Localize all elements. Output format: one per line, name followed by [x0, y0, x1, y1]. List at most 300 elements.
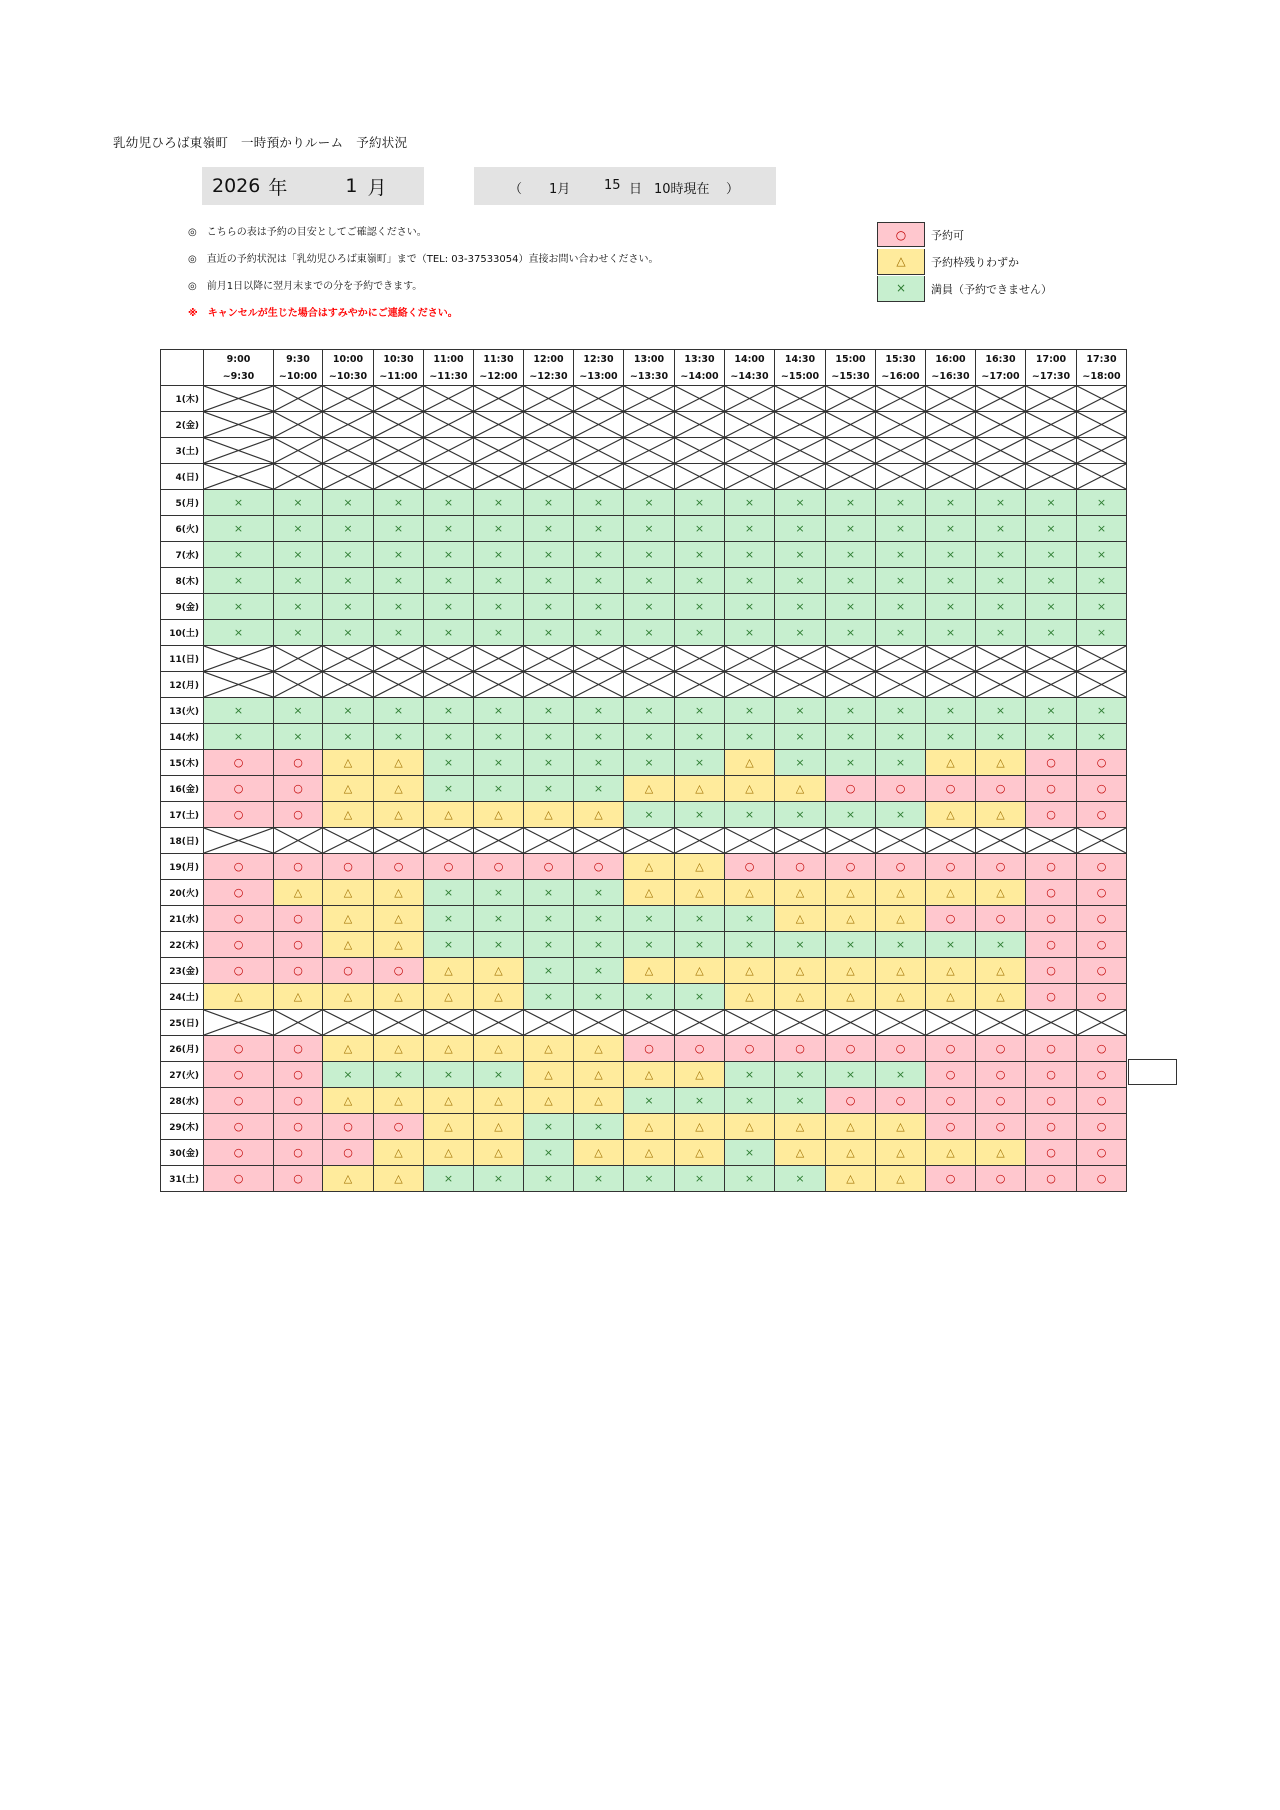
closed-cell [1026, 672, 1077, 698]
slot-available: ○ [374, 1114, 424, 1140]
note-booking-window: ◎ 前月1日以降に翌月末までの分を予約できます。 [188, 281, 423, 292]
slot-available: ○ [926, 1062, 976, 1088]
closed-cell [926, 828, 976, 854]
slot-full: × [204, 568, 274, 594]
slot-available: ○ [1026, 932, 1077, 958]
closed-cross-icon [524, 412, 573, 437]
slot-full: × [524, 724, 574, 750]
closed-cell [574, 464, 624, 490]
closed-cross-icon [524, 672, 573, 697]
closed-cell [474, 672, 524, 698]
time-slot-start: 11:30 [483, 353, 514, 365]
slot-full: × [775, 620, 826, 646]
slot-full: × [775, 1166, 826, 1192]
time-slot-header [976, 350, 1026, 386]
slot-few-left: △ [374, 776, 424, 802]
closed-cross-icon [524, 438, 573, 463]
slot-full: × [725, 568, 775, 594]
slot-available: ○ [323, 1114, 374, 1140]
slot-available: ○ [374, 958, 424, 984]
day-row [161, 490, 1127, 516]
closed-cell [1026, 646, 1077, 672]
closed-cell [574, 828, 624, 854]
day-label: 8(木) [161, 568, 204, 594]
note-estimate: ◎ こちらの表は予約の目安としてご確認ください。 [188, 227, 427, 238]
closed-cross-icon [976, 1010, 1025, 1035]
closed-cell [274, 464, 323, 490]
time-slot-end: ~11:00 [379, 370, 418, 382]
closed-cross-icon [1026, 646, 1076, 671]
slot-available: ○ [976, 776, 1026, 802]
slot-available: ○ [1026, 1088, 1077, 1114]
slot-full: × [976, 516, 1026, 542]
reservation-table [160, 349, 1127, 1192]
slot-full: × [574, 776, 624, 802]
slot-full: × [574, 724, 624, 750]
slot-full: × [474, 490, 524, 516]
closed-cell [725, 828, 775, 854]
slot-full: × [675, 750, 725, 776]
slot-available: ○ [274, 854, 323, 880]
time-slot-header [775, 350, 826, 386]
time-slot-header [474, 350, 524, 386]
slot-full: × [876, 724, 926, 750]
closed-cross-icon [374, 412, 423, 437]
day-label: 15(木) [161, 750, 204, 776]
closed-cell [374, 464, 424, 490]
slot-full: × [274, 542, 323, 568]
closed-cell [274, 1010, 323, 1036]
closed-cross-icon [474, 412, 523, 437]
slot-full: × [1026, 698, 1077, 724]
slot-full: × [775, 594, 826, 620]
slot-few-left: △ [826, 880, 876, 906]
time-slot-end: ~11:30 [429, 370, 468, 382]
slot-few-left: △ [424, 1114, 474, 1140]
slot-available: ○ [624, 1036, 675, 1062]
slot-full: × [725, 594, 775, 620]
closed-cross-icon [826, 672, 875, 697]
slot-available: ○ [675, 1036, 725, 1062]
day-row [161, 750, 1127, 776]
closed-cell [926, 672, 976, 698]
closed-cell [926, 412, 976, 438]
slot-available: ○ [1077, 1088, 1127, 1114]
slot-available: ○ [204, 776, 274, 802]
slot-few-left: △ [374, 750, 424, 776]
closed-cell [524, 1010, 574, 1036]
closed-cell [775, 672, 826, 698]
closed-cross-icon [876, 646, 925, 671]
slot-full: × [775, 698, 826, 724]
slot-full: × [624, 542, 675, 568]
slot-full: × [1026, 568, 1077, 594]
day-label: 20(火) [161, 880, 204, 906]
closed-cross-icon [926, 646, 975, 671]
closed-cell [976, 386, 1026, 412]
closed-cell [926, 386, 976, 412]
closed-cross-icon [775, 464, 825, 489]
slot-available: ○ [1077, 1036, 1127, 1062]
slot-full: × [926, 932, 976, 958]
closed-cross-icon [424, 412, 473, 437]
slot-few-left: △ [624, 958, 675, 984]
slot-full: × [926, 568, 976, 594]
slot-full: × [826, 698, 876, 724]
day-label: 24(土) [161, 984, 204, 1010]
closed-cross-icon [474, 672, 523, 697]
slot-full: × [826, 490, 876, 516]
closed-cell [725, 646, 775, 672]
closed-cell [524, 672, 574, 698]
closed-cell [374, 646, 424, 672]
slot-available: ○ [1026, 958, 1077, 984]
slot-available: ○ [1026, 1114, 1077, 1140]
slot-few-left: △ [826, 984, 876, 1010]
legend-symbol-available: ○ [877, 222, 925, 247]
slot-few-left: △ [323, 984, 374, 1010]
closed-cell [424, 438, 474, 464]
slot-full: × [624, 698, 675, 724]
closed-cell [204, 828, 274, 854]
closed-cross-icon [374, 672, 423, 697]
slot-available: ○ [204, 958, 274, 984]
closed-cell [474, 386, 524, 412]
slot-available: ○ [204, 854, 274, 880]
closed-cross-icon [374, 386, 423, 411]
slot-few-left: △ [323, 932, 374, 958]
closed-cell [323, 672, 374, 698]
time-slot-start: 10:00 [332, 353, 364, 365]
slot-available: ○ [1026, 1166, 1077, 1192]
slot-available: ○ [1077, 984, 1127, 1010]
closed-cross-icon [675, 828, 724, 853]
slot-full: × [775, 724, 826, 750]
day-row [161, 438, 1127, 464]
closed-cell [775, 438, 826, 464]
closed-cross-icon [323, 464, 373, 489]
slot-available: ○ [1026, 776, 1077, 802]
slot-full: × [323, 568, 374, 594]
closed-cross-icon [926, 672, 975, 697]
slot-full: × [424, 698, 474, 724]
closed-cell [976, 828, 1026, 854]
closed-cross-icon [424, 464, 473, 489]
closed-cross-icon [204, 646, 273, 671]
slot-full: × [826, 1062, 876, 1088]
slot-full: × [1077, 490, 1127, 516]
closed-cell [624, 412, 675, 438]
closed-cell [725, 1010, 775, 1036]
time-slot-header [274, 350, 323, 386]
slot-full: × [374, 1062, 424, 1088]
slot-full: × [524, 776, 574, 802]
time-slot-header [725, 350, 775, 386]
as-of-close-paren: ） [726, 182, 740, 197]
closed-cell [1026, 386, 1077, 412]
day-row [161, 698, 1127, 724]
slot-full: × [524, 542, 574, 568]
slot-full: × [524, 750, 574, 776]
closed-cell [323, 828, 374, 854]
day-row [161, 412, 1127, 438]
closed-cross-icon [675, 1010, 724, 1035]
slot-full: × [424, 594, 474, 620]
closed-cross-icon [876, 386, 925, 411]
closed-cell [274, 412, 323, 438]
slot-full: × [524, 1140, 574, 1166]
closed-cell [624, 386, 675, 412]
slot-full: × [574, 984, 624, 1010]
closed-cross-icon [374, 464, 423, 489]
closed-cell [524, 646, 574, 672]
closed-cross-icon [524, 646, 573, 671]
slot-available: ○ [976, 1166, 1026, 1192]
closed-cell [624, 1010, 675, 1036]
slot-available: ○ [204, 1140, 274, 1166]
slot-full: × [725, 1062, 775, 1088]
stray-empty-cell [1128, 1059, 1177, 1085]
closed-cross-icon [725, 464, 774, 489]
slot-few-left: △ [323, 906, 374, 932]
closed-cross-icon [675, 412, 724, 437]
slot-full: × [474, 880, 524, 906]
slot-few-left: △ [323, 880, 374, 906]
slot-available: ○ [1077, 1114, 1127, 1140]
as-of-day-label: 日 [629, 182, 643, 197]
slot-few-left: △ [775, 984, 826, 1010]
closed-cross-icon [876, 412, 925, 437]
slot-available: ○ [1026, 854, 1077, 880]
day-label: 6(火) [161, 516, 204, 542]
closed-cell [323, 646, 374, 672]
slot-full: × [826, 542, 876, 568]
slot-full: × [1026, 490, 1077, 516]
slot-full: × [624, 1088, 675, 1114]
slot-available: ○ [926, 1166, 976, 1192]
slot-full: × [624, 906, 675, 932]
day-row [161, 724, 1127, 750]
closed-cross-icon [474, 386, 523, 411]
slot-available: ○ [323, 958, 374, 984]
closed-cell [1077, 1010, 1127, 1036]
closed-cross-icon [976, 464, 1025, 489]
slot-full: × [323, 724, 374, 750]
slot-full: × [876, 594, 926, 620]
day-row [161, 1036, 1127, 1062]
slot-available: ○ [1026, 802, 1077, 828]
slot-available: ○ [826, 854, 876, 880]
closed-cell [1077, 412, 1127, 438]
slot-available: ○ [1077, 802, 1127, 828]
slot-full: × [624, 620, 675, 646]
slot-available: ○ [1077, 932, 1127, 958]
closed-cross-icon [775, 672, 825, 697]
time-slot-header [524, 350, 574, 386]
closed-cell [574, 386, 624, 412]
closed-cell [1077, 672, 1127, 698]
closed-cross-icon [725, 672, 774, 697]
slot-full: × [524, 490, 574, 516]
slot-available: ○ [926, 1114, 976, 1140]
slot-full: × [474, 516, 524, 542]
time-slot-end: ~12:00 [479, 370, 518, 382]
closed-cross-icon [876, 464, 925, 489]
slot-full: × [876, 516, 926, 542]
slot-available: ○ [976, 1062, 1026, 1088]
closed-cell [1077, 386, 1127, 412]
slot-full: × [775, 490, 826, 516]
slot-full: × [624, 490, 675, 516]
slot-full: × [725, 542, 775, 568]
slot-available: ○ [725, 854, 775, 880]
slot-few-left: △ [926, 880, 976, 906]
time-slot-end: ~16:30 [931, 370, 970, 382]
slot-few-left: △ [725, 880, 775, 906]
closed-cross-icon [826, 386, 875, 411]
day-label: 14(水) [161, 724, 204, 750]
slot-available: ○ [524, 854, 574, 880]
closed-cell [624, 672, 675, 698]
slot-full: × [574, 906, 624, 932]
slot-full: × [675, 932, 725, 958]
slot-full: × [1077, 568, 1127, 594]
day-row [161, 1010, 1127, 1036]
slot-full: × [204, 594, 274, 620]
slot-full: × [374, 490, 424, 516]
slot-full: × [926, 542, 976, 568]
slot-full: × [524, 984, 574, 1010]
closed-cross-icon [775, 828, 825, 853]
slot-full: × [574, 594, 624, 620]
slot-full: × [574, 698, 624, 724]
closed-cell [926, 1010, 976, 1036]
slot-few-left: △ [274, 880, 323, 906]
slot-few-left: △ [474, 1088, 524, 1114]
slot-full: × [775, 1062, 826, 1088]
slot-full: × [524, 958, 574, 984]
slot-full: × [826, 594, 876, 620]
slot-available: ○ [274, 1140, 323, 1166]
closed-cell [876, 1010, 926, 1036]
closed-cell [775, 412, 826, 438]
slot-full: × [524, 516, 574, 542]
closed-cross-icon [274, 1010, 322, 1035]
slot-available: ○ [1026, 1062, 1077, 1088]
closed-cross-icon [274, 646, 322, 671]
slot-full: × [675, 906, 725, 932]
slot-full: × [323, 1062, 374, 1088]
slot-available: ○ [1026, 1036, 1077, 1062]
closed-cross-icon [474, 438, 523, 463]
slot-full: × [725, 1140, 775, 1166]
slot-full: × [424, 568, 474, 594]
year-value: 2026 [212, 175, 261, 197]
closed-cross-icon [775, 438, 825, 463]
slot-full: × [775, 932, 826, 958]
closed-cell [1026, 438, 1077, 464]
slot-available: ○ [274, 906, 323, 932]
slot-few-left: △ [424, 1140, 474, 1166]
closed-cross-icon [424, 386, 473, 411]
closed-cell [926, 438, 976, 464]
slot-full: × [323, 542, 374, 568]
slot-few-left: △ [474, 1140, 524, 1166]
slot-full: × [675, 542, 725, 568]
closed-cell [624, 438, 675, 464]
slot-full: × [926, 490, 976, 516]
slot-full: × [675, 516, 725, 542]
slot-few-left: △ [675, 1140, 725, 1166]
slot-full: × [976, 620, 1026, 646]
time-slot-start: 16:00 [935, 353, 966, 365]
closed-cell [424, 412, 474, 438]
slot-full: × [323, 594, 374, 620]
closed-cross-icon [1077, 412, 1126, 437]
slot-full: × [474, 906, 524, 932]
closed-cross-icon [1026, 438, 1076, 463]
closed-cell [424, 828, 474, 854]
slot-available: ○ [775, 1036, 826, 1062]
closed-cross-icon [725, 386, 774, 411]
slot-full: × [574, 568, 624, 594]
day-row [161, 854, 1127, 880]
time-slot-end: ~15:30 [831, 370, 870, 382]
closed-cross-icon [524, 464, 573, 489]
closed-cross-icon [323, 412, 373, 437]
day-label: 17(土) [161, 802, 204, 828]
page-title: 乳幼児ひろば東嶺町 一時預かりルーム 予約状況 [113, 135, 408, 150]
day-row [161, 1166, 1127, 1192]
slot-available: ○ [826, 1036, 876, 1062]
closed-cross-icon [323, 386, 373, 411]
note-contact: ◎ 直近の予約状況は「乳幼児ひろば東嶺町」まで（TEL: 03-37533054）直接お問い合わせください。 [188, 254, 659, 265]
closed-cross-icon [204, 1010, 273, 1035]
slot-full: × [1026, 620, 1077, 646]
slot-available: ○ [204, 880, 274, 906]
year-label: 年 [268, 176, 288, 199]
slot-full: × [474, 698, 524, 724]
slot-few-left: △ [424, 958, 474, 984]
slot-full: × [424, 750, 474, 776]
slot-available: ○ [204, 1062, 274, 1088]
slot-few-left: △ [424, 802, 474, 828]
time-slot-header [826, 350, 876, 386]
slot-few-left: △ [424, 1088, 474, 1114]
slot-full: × [624, 724, 675, 750]
slot-few-left: △ [826, 906, 876, 932]
legend [877, 221, 1052, 302]
slot-few-left: △ [976, 984, 1026, 1010]
note-cancellation: ※ キャンセルが生じた場合はすみやかにご連絡ください。 [188, 308, 458, 319]
slot-few-left: △ [675, 880, 725, 906]
closed-cell [274, 386, 323, 412]
closed-cell [1026, 412, 1077, 438]
slot-available: ○ [976, 906, 1026, 932]
day-label: 22(木) [161, 932, 204, 958]
slot-few-left: △ [323, 1088, 374, 1114]
closed-cross-icon [274, 464, 322, 489]
slot-full: × [574, 620, 624, 646]
time-slot-end: ~18:00 [1082, 370, 1121, 382]
closed-cross-icon [1026, 1010, 1076, 1035]
slot-available: ○ [775, 854, 826, 880]
slot-full: × [474, 568, 524, 594]
day-label: 11(日) [161, 646, 204, 672]
time-slot-end: ~10:30 [328, 370, 368, 382]
day-label: 31(土) [161, 1166, 204, 1192]
slot-few-left: △ [675, 958, 725, 984]
